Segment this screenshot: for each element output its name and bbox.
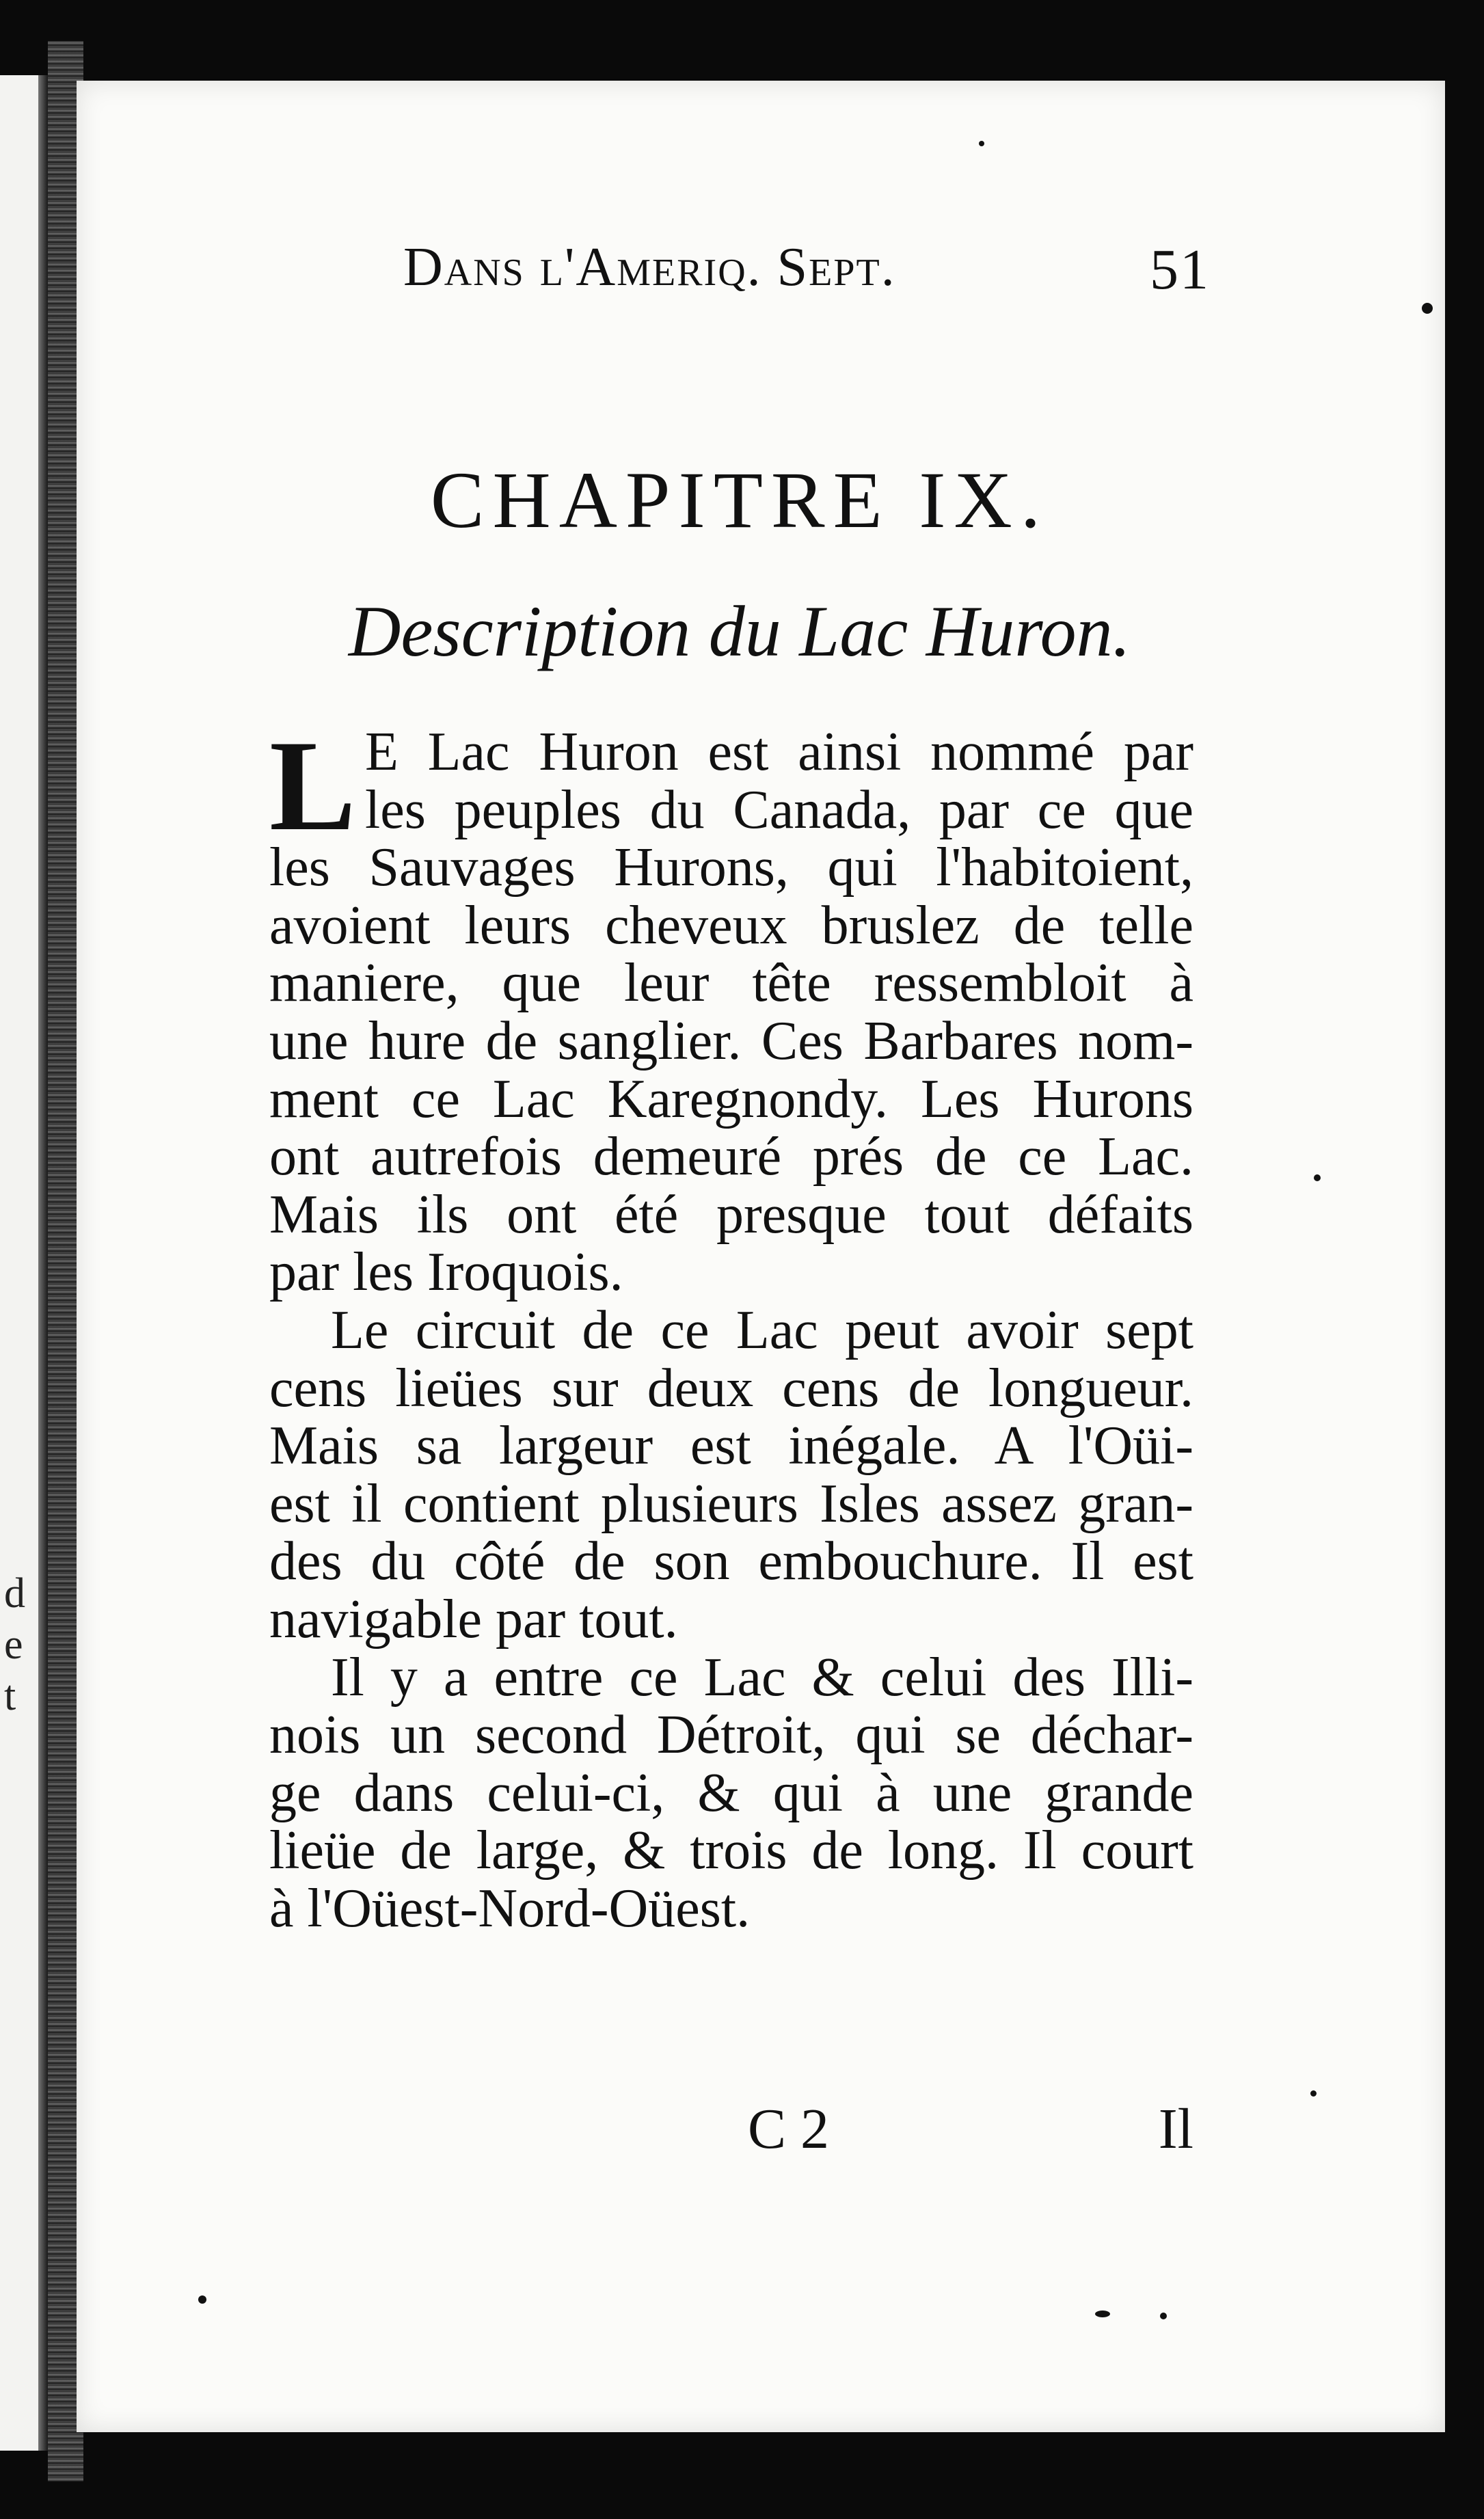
paragraph [269, 1299, 1193, 1649]
paragraph [269, 1649, 1193, 1938]
text-line: les peuples du Canada, par ce que [365, 779, 1193, 840]
page-number: 51 [1150, 238, 1210, 301]
text-line: Mais sa largeur est inégale. A l'Oüi- [269, 1416, 1193, 1477]
scan-speck [1422, 303, 1433, 314]
facing-page-fragment: d [4, 1570, 25, 1617]
book-page [77, 81, 1445, 2432]
text-line: Mais ils ont été presque tout défaits [269, 1184, 1193, 1245]
scan-speck [1310, 2090, 1317, 2097]
text-line: à l'Oüest-Nord-Oüest. [269, 1878, 751, 1939]
text-line: lieüe de large, & trois de long. Il court [269, 1820, 1193, 1881]
page-gutter-shadow [38, 75, 48, 2451]
chapter-heading: CHAPITRE IX. [430, 455, 1049, 545]
text-line: une hure de sanglier. Ces Barbares nom- [269, 1010, 1193, 1071]
scan-speck [198, 2295, 206, 2304]
text-line: navigable par tout. [269, 1589, 678, 1649]
text-line: cens lieües sur deux cens de longueur. [269, 1358, 1193, 1418]
facing-page-fragment: t [4, 1673, 16, 1719]
text-line: ont autrefois demeuré prés de ce Lac. [269, 1127, 1193, 1187]
text-line: avoient leurs cheveux bruslez de telle [269, 895, 1193, 956]
text-line: par les Iroquois. [269, 1242, 623, 1303]
body-text [269, 714, 1193, 1939]
paragraph [269, 714, 1193, 1303]
scan-speck [1160, 2313, 1167, 2319]
signature-mark: C 2 [748, 2097, 830, 2161]
running-head-title: Dans l'Ameriq. Sept. [403, 237, 896, 297]
drop-cap: L [269, 714, 356, 858]
facing-page-edge [0, 75, 48, 2451]
text-line: maniere, que leur tête ressembloit à [269, 953, 1193, 1014]
facing-page-fragment: e [4, 1621, 23, 1668]
text-line: Le circuit de ce Lac peut avoir sept [331, 1299, 1193, 1360]
text-line: ge dans celui-ci, & qui à une grande [269, 1762, 1193, 1823]
text-line: les Sauvages Hurons, qui l'habitoient, [269, 837, 1193, 898]
scan-speck [979, 141, 984, 146]
text-line: nois un second Détroit, qui se déchar- [269, 1705, 1193, 1766]
text-line: Il y a entre ce Lac & celui des Illi- [331, 1647, 1193, 1708]
text-line: E Lac Huron est ainsi nommé par [365, 722, 1193, 782]
chapter-subtitle: Description du Lac Huron. [348, 591, 1131, 671]
running-head [403, 237, 1210, 319]
text-line: des du côté de son embouchure. Il est [269, 1531, 1193, 1592]
text-line: est il contient plusieurs Isles assez gran- [269, 1473, 1193, 1534]
scan-speck [1314, 1174, 1321, 1181]
text-line: ment ce Lac Karegnondy. Les Hurons [269, 1068, 1193, 1129]
scan-speck [1095, 2311, 1110, 2317]
catchword: Il [1158, 2097, 1193, 2161]
page-footer [269, 2096, 1193, 2164]
